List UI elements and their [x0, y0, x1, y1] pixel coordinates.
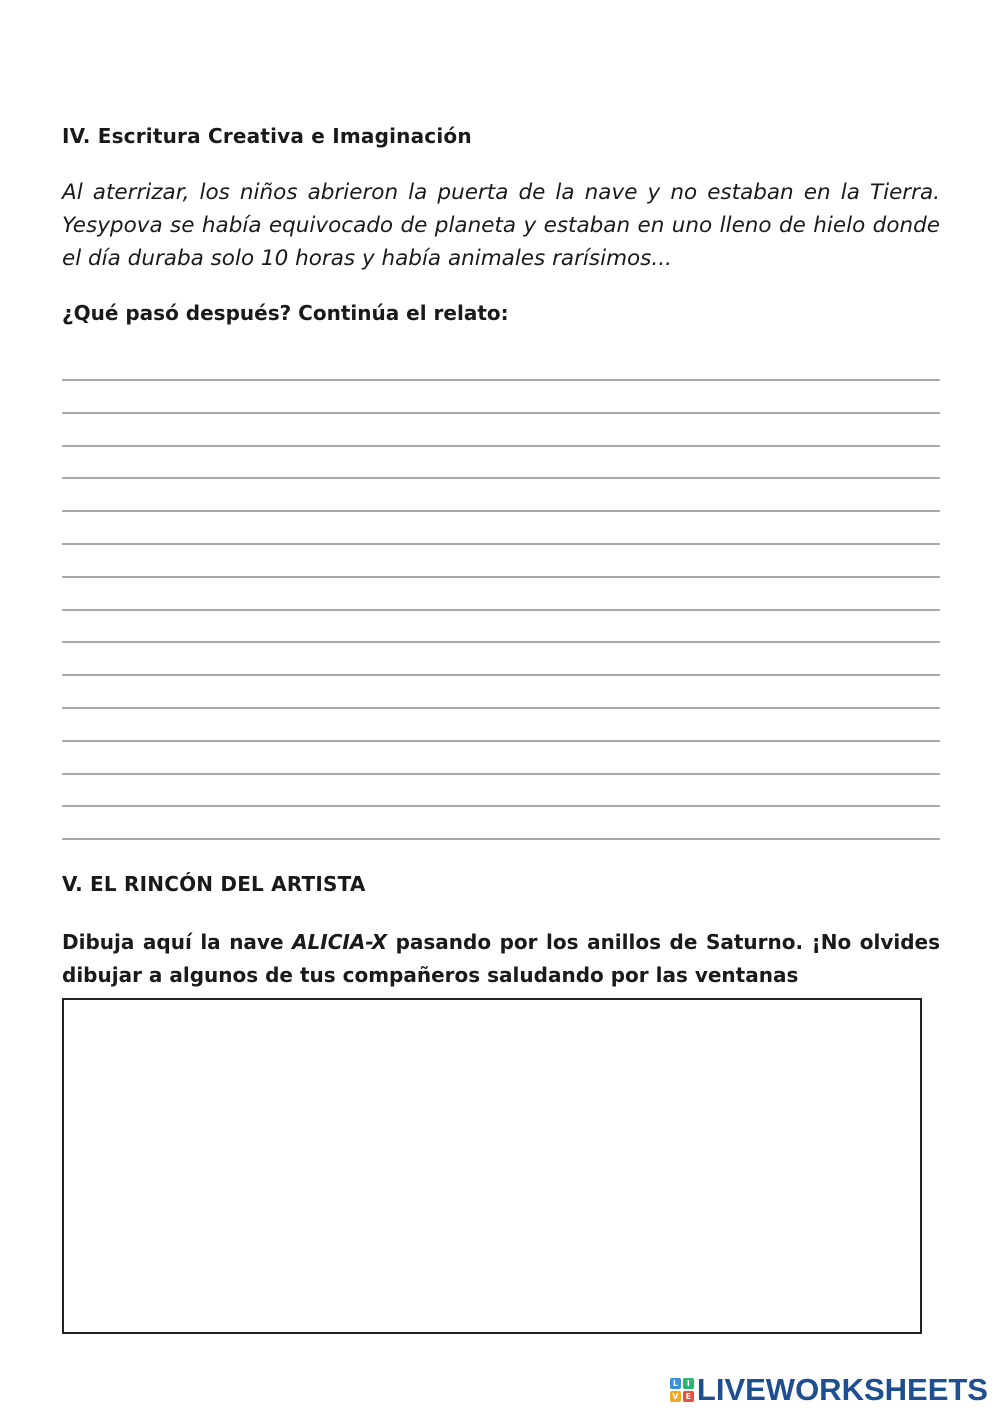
writing-line[interactable] — [62, 609, 940, 611]
writing-line[interactable] — [62, 707, 940, 709]
drawing-instructions — [62, 926, 940, 992]
story-prompt: Al aterrizar, los niños abrieron la puerta de la nave y no estaban en la Tierra. Yesypova se había equivocado de planeta y estaban en uno lleno de hielo donde el día duraba solo 10 horas y había animales rarísimos... — [62, 180, 940, 271]
logo-letter: E — [683, 1391, 694, 1402]
writing-line[interactable] — [62, 412, 940, 414]
writing-line[interactable] — [62, 477, 940, 479]
writing-line[interactable] — [62, 641, 940, 643]
writing-line[interactable] — [62, 379, 940, 381]
writing-line[interactable] — [62, 445, 940, 447]
brand-text: LIVEWORKSHEETS — [696, 1372, 988, 1407]
writing-line[interactable] — [62, 543, 940, 545]
instruction-text-start: Dibuja aquí la nave — [62, 930, 293, 954]
liveworksheets-logo-icon — [670, 1378, 694, 1402]
logo-letter: L — [670, 1378, 681, 1389]
writing-line[interactable] — [62, 740, 940, 742]
writing-line[interactable] — [62, 576, 940, 578]
liveworksheets-brand — [670, 1372, 988, 1408]
story-question: ¿Qué pasó después? Continúa el relato: — [62, 301, 509, 325]
writing-line[interactable] — [62, 805, 940, 807]
writing-line[interactable] — [62, 773, 940, 775]
logo-letter: V — [670, 1391, 681, 1402]
writing-line[interactable] — [62, 838, 940, 840]
ship-name: ALICIA-X — [292, 930, 388, 954]
instruction-text-end: pasando por los anillos de Saturno. ¡No olvides dibujar a algunos de tus compañeros saludando por las ventanas — [62, 930, 941, 987]
section-5-title: V. EL RINCÓN DEL ARTISTA — [62, 872, 366, 896]
writing-line[interactable] — [62, 674, 940, 676]
drawing-area[interactable] — [62, 998, 922, 1334]
writing-line[interactable] — [62, 510, 940, 512]
logo-letter: I — [683, 1378, 694, 1389]
section-4-title: IV. Escritura Creativa e Imaginación — [62, 124, 472, 148]
